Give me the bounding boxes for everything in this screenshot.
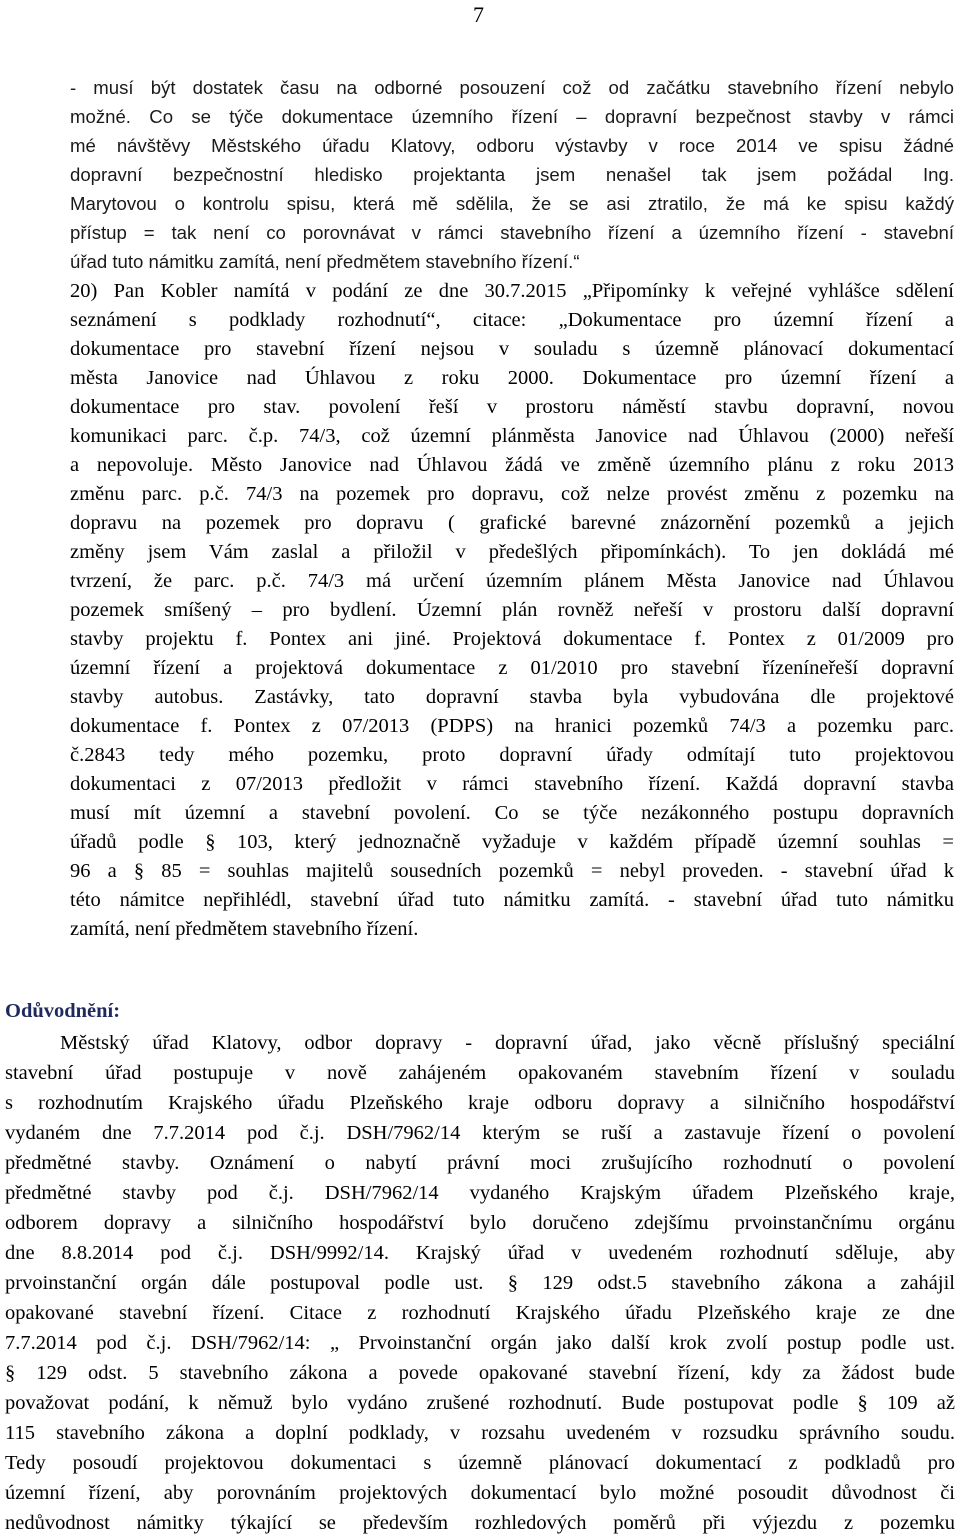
- objection-20-line: musí mít územní a stavební povolení. Co se týče nezákonného postupu dopravních: [70, 802, 954, 824]
- objection-line: úřad tuto námitku zamítá, není předmětem stavebního řízení.“: [70, 251, 580, 272]
- reasoning-line: opakované stavební řízení. Citace z rozhodnutí Krajského úřadu Plzeňského kraje ze dne: [5, 1302, 955, 1324]
- objection-line: možné. Co se týče dokumentace územního řízení – dopravní bezpečnost stavby v rámci: [70, 106, 954, 127]
- page-number: 7: [473, 2, 484, 27]
- reasoning-line: nedůvodnost námitky týkající se především rozhledových poměrů při výjezdu z pozemku: [5, 1512, 955, 1534]
- objection-20-line: města Janovice nad Úhlavou z roku 2000. Dokumentace pro územní řízení a: [70, 367, 954, 389]
- objection-20-line: seznámení s podklady rozhodnutí“, citace: „Dokumentace pro územní řízení a: [70, 309, 954, 331]
- reasoning-line: Tedy posoudí projektovou dokumentaci s územně plánovací dokumentací z podkladů pro: [5, 1452, 955, 1474]
- reasoning-line: 7.7.2014 pod č.j. DSH/7962/14: „ Prvoinstanční orgán jako další krok zvolí postup podle ust.: [5, 1332, 955, 1354]
- reasoning-line: prvoinstanční orgán dále postupoval podle ust. § 129 odst.5 stavebního zákona a zahájil: [5, 1272, 955, 1294]
- objection-20-line: dokumentaci z 07/2013 předložit v rámci stavebního řízení. Každá dopravní stavba: [70, 773, 954, 795]
- objection-20-line: dokumentace pro stav. povolení řeší v prostoru náměstí stavbu dopravní, novou: [70, 396, 954, 418]
- objection-line: mé návštěvy Městského úřadu Klatovy, odboru výstavby v roce 2014 ve spisu žádné: [70, 135, 954, 156]
- reasoning-line: územní řízení, aby porovnáním projektových dokumentací bylo možné posoudit důvodnost či: [5, 1482, 955, 1504]
- objection-20-line: pozemek smíšený – pro bydlení. Územní plán rovněž neřeší v prostoru další dopravní: [70, 599, 954, 621]
- objection-20-line: stavby projektu f. Pontex ani jiné. Projektová dokumentace f. Pontex z 01/2009 pro: [70, 628, 954, 650]
- reasoning-line: předmětné stavby pod č.j. DSH/7962/14 vydaného Krajským úřadem Plzeňského kraje,: [5, 1182, 955, 1204]
- reasoning-line: s rozhodnutím Krajského úřadu Plzeňského kraje odboru dopravy a silničního hospodářství: [5, 1092, 955, 1114]
- objection-20-line: úřadů podle § 103, který jednoznačně vyžaduje v každém případě územní souhlas =: [70, 831, 954, 853]
- objection-20-line: zamítá, není předmětem stavebního řízení.: [70, 918, 419, 940]
- objection-line: dopravní bezpečnostní hledisko projektanta jsem nenašel tak jsem požádal Ing.: [70, 164, 954, 185]
- objection-20-line: tvrzení, že parc. p.č. 74/3 má určení územním plánem Města Janovice nad Úhlavou: [70, 570, 954, 592]
- objection-20-line: změny jsem Vám zaslal a přiložil v předešlých připomínkách). To jen dokládá mé: [70, 541, 954, 563]
- objection-20-line: a nepovoluje. Město Janovice nad Úhlavou žádá ve změně územního plánu z roku 2013: [70, 454, 954, 476]
- objection-20-line: č.2843 tedy mého pozemku, proto dopravní úřady odmítají tuto projektovou: [70, 744, 954, 766]
- reasoning-line: odborem dopravy a silničního hospodářství bylo doručeno zdejšímu prvoinstančnímu orgánu: [5, 1212, 955, 1234]
- objection-20-line: 20) Pan Kobler namítá v podání ze dne 30.7.2015 „Připomínky k veřejné vyhlášce sdělení: [70, 280, 954, 302]
- reasoning-line: § 129 odst. 5 stavebního zákona a povede opakované stavební řízení, kdy za žádost bude: [5, 1362, 955, 1384]
- reasoning-line: předmětné stavby. Oznámení o nabytí právní moci zrušujícího rozhodnutí o povolení: [5, 1152, 955, 1174]
- objection-line: přístup = tak není co porovnávat v rámci stavebního řízení a územního řízení - stavební: [70, 222, 954, 243]
- objection-line: - musí být dostatek času na odborné posouzení což od začátku stavebního řízení nebylo: [70, 77, 954, 98]
- objection-20-line: 96 a § 85 = souhlas majitelů sousedních pozemků = nebyl proveden. - stavební úřad k: [70, 860, 954, 882]
- reasoning-line: 115 stavebního zákona a doplní podklady, v rozsahu uvedeném v rozsudku správního soudu.: [5, 1422, 955, 1444]
- objection-20-line: této námitce nepřihlédl, stavební úřad tuto námitku zamítá. - stavební úřad tuto námitku: [70, 889, 954, 911]
- objection-20-line: územní řízení a projektová dokumentace z 01/2010 pro stavební řízeníneřeší dopravní: [70, 657, 954, 679]
- objection-20-line: dokumentace f. Pontex z 07/2013 (PDPS) na hranici pozemků 74/3 a pozemku parc.: [70, 715, 954, 737]
- reasoning-line: dne 8.8.2014 pod č.j. DSH/9992/14. Krajský úřad v uvedeném rozhodnutí sděluje, aby: [5, 1242, 955, 1264]
- objection-20-line: komunikaci parc. č.p. 74/3, což územní plánměsta Janovice nad Úhlavou (2000) neřeší: [70, 425, 954, 447]
- objection-20-line: dopravu na pozemek pro dopravu ( grafické barevné znázornění pozemků a jejich: [70, 512, 954, 534]
- reasoning-line: považovat podání, k němuž bylo vydáno zrušené rozhodnutí. Bude postupovat podle § 109 až: [5, 1392, 955, 1414]
- objection-20-line: změnu parc. p.č. 74/3 na pozemek pro dopravu, což nelze provést změnu z pozemku na: [70, 483, 954, 505]
- reasoning-line: stavební úřad postupuje v nově zahájeném opakovaném stavebním řízení v souladu: [5, 1062, 955, 1084]
- objection-20-line: stavby autobus. Zastávky, tato dopravní stavba byla vybudována dle projektové: [70, 686, 954, 708]
- objection-line: Marytovou o kontrolu spisu, která mě sdělila, že se asi ztratilo, že má ke spisu každý: [70, 193, 954, 214]
- objection-20-line: dokumentace pro stavební řízení nejsou v souladu s územně plánovací dokumentací: [70, 338, 954, 360]
- reasoning-line: vydaném dne 7.7.2014 pod č.j. DSH/7962/14 kterým se ruší a zastavuje řízení o povolení: [5, 1122, 955, 1144]
- reasoning-line: Městský úřad Klatovy, odbor dopravy - dopravní úřad, jako věcně příslušný speciální: [60, 1032, 955, 1054]
- reasoning-heading: Odůvodnění:: [5, 1000, 121, 1022]
